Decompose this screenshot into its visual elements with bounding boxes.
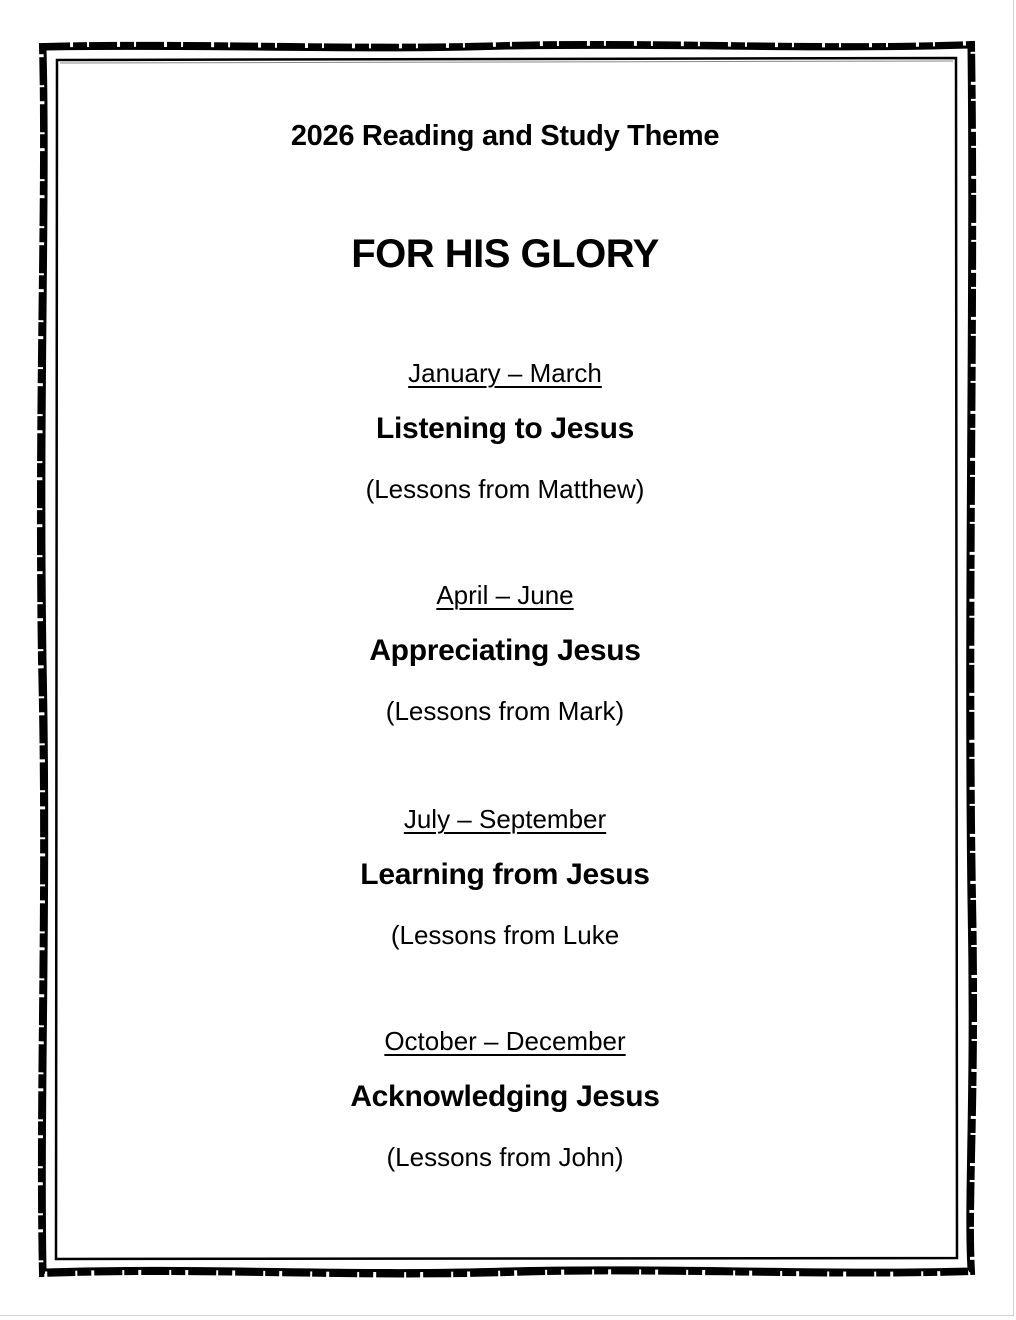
quarter-section-2 (60, 580, 950, 740)
document-subtitle: 2026 Reading and Study Theme (290, 120, 720, 152)
source-note: (Lessons from John) (386, 1142, 624, 1172)
period-label: January – March (408, 358, 602, 388)
topic-heading: Listening to Jesus (376, 412, 634, 445)
source-note: (Lessons from Mark) (385, 696, 625, 726)
source-note: (Lessons from Luke (390, 920, 620, 950)
topic-heading: Appreciating Jesus (369, 634, 641, 667)
period-label: July – September (403, 804, 607, 834)
topic-heading: Acknowledging Jesus (350, 1080, 660, 1113)
quarter-section-3 (60, 804, 950, 964)
document-title: FOR HIS GLORY (351, 232, 659, 276)
source-note: (Lessons from Matthew) (365, 474, 645, 504)
period-label: April – June (436, 580, 574, 610)
quarter-section-4 (60, 1026, 950, 1186)
topic-heading: Learning from Jesus (360, 858, 650, 891)
quarter-section-1 (60, 358, 950, 518)
period-label: October – December (384, 1026, 626, 1056)
